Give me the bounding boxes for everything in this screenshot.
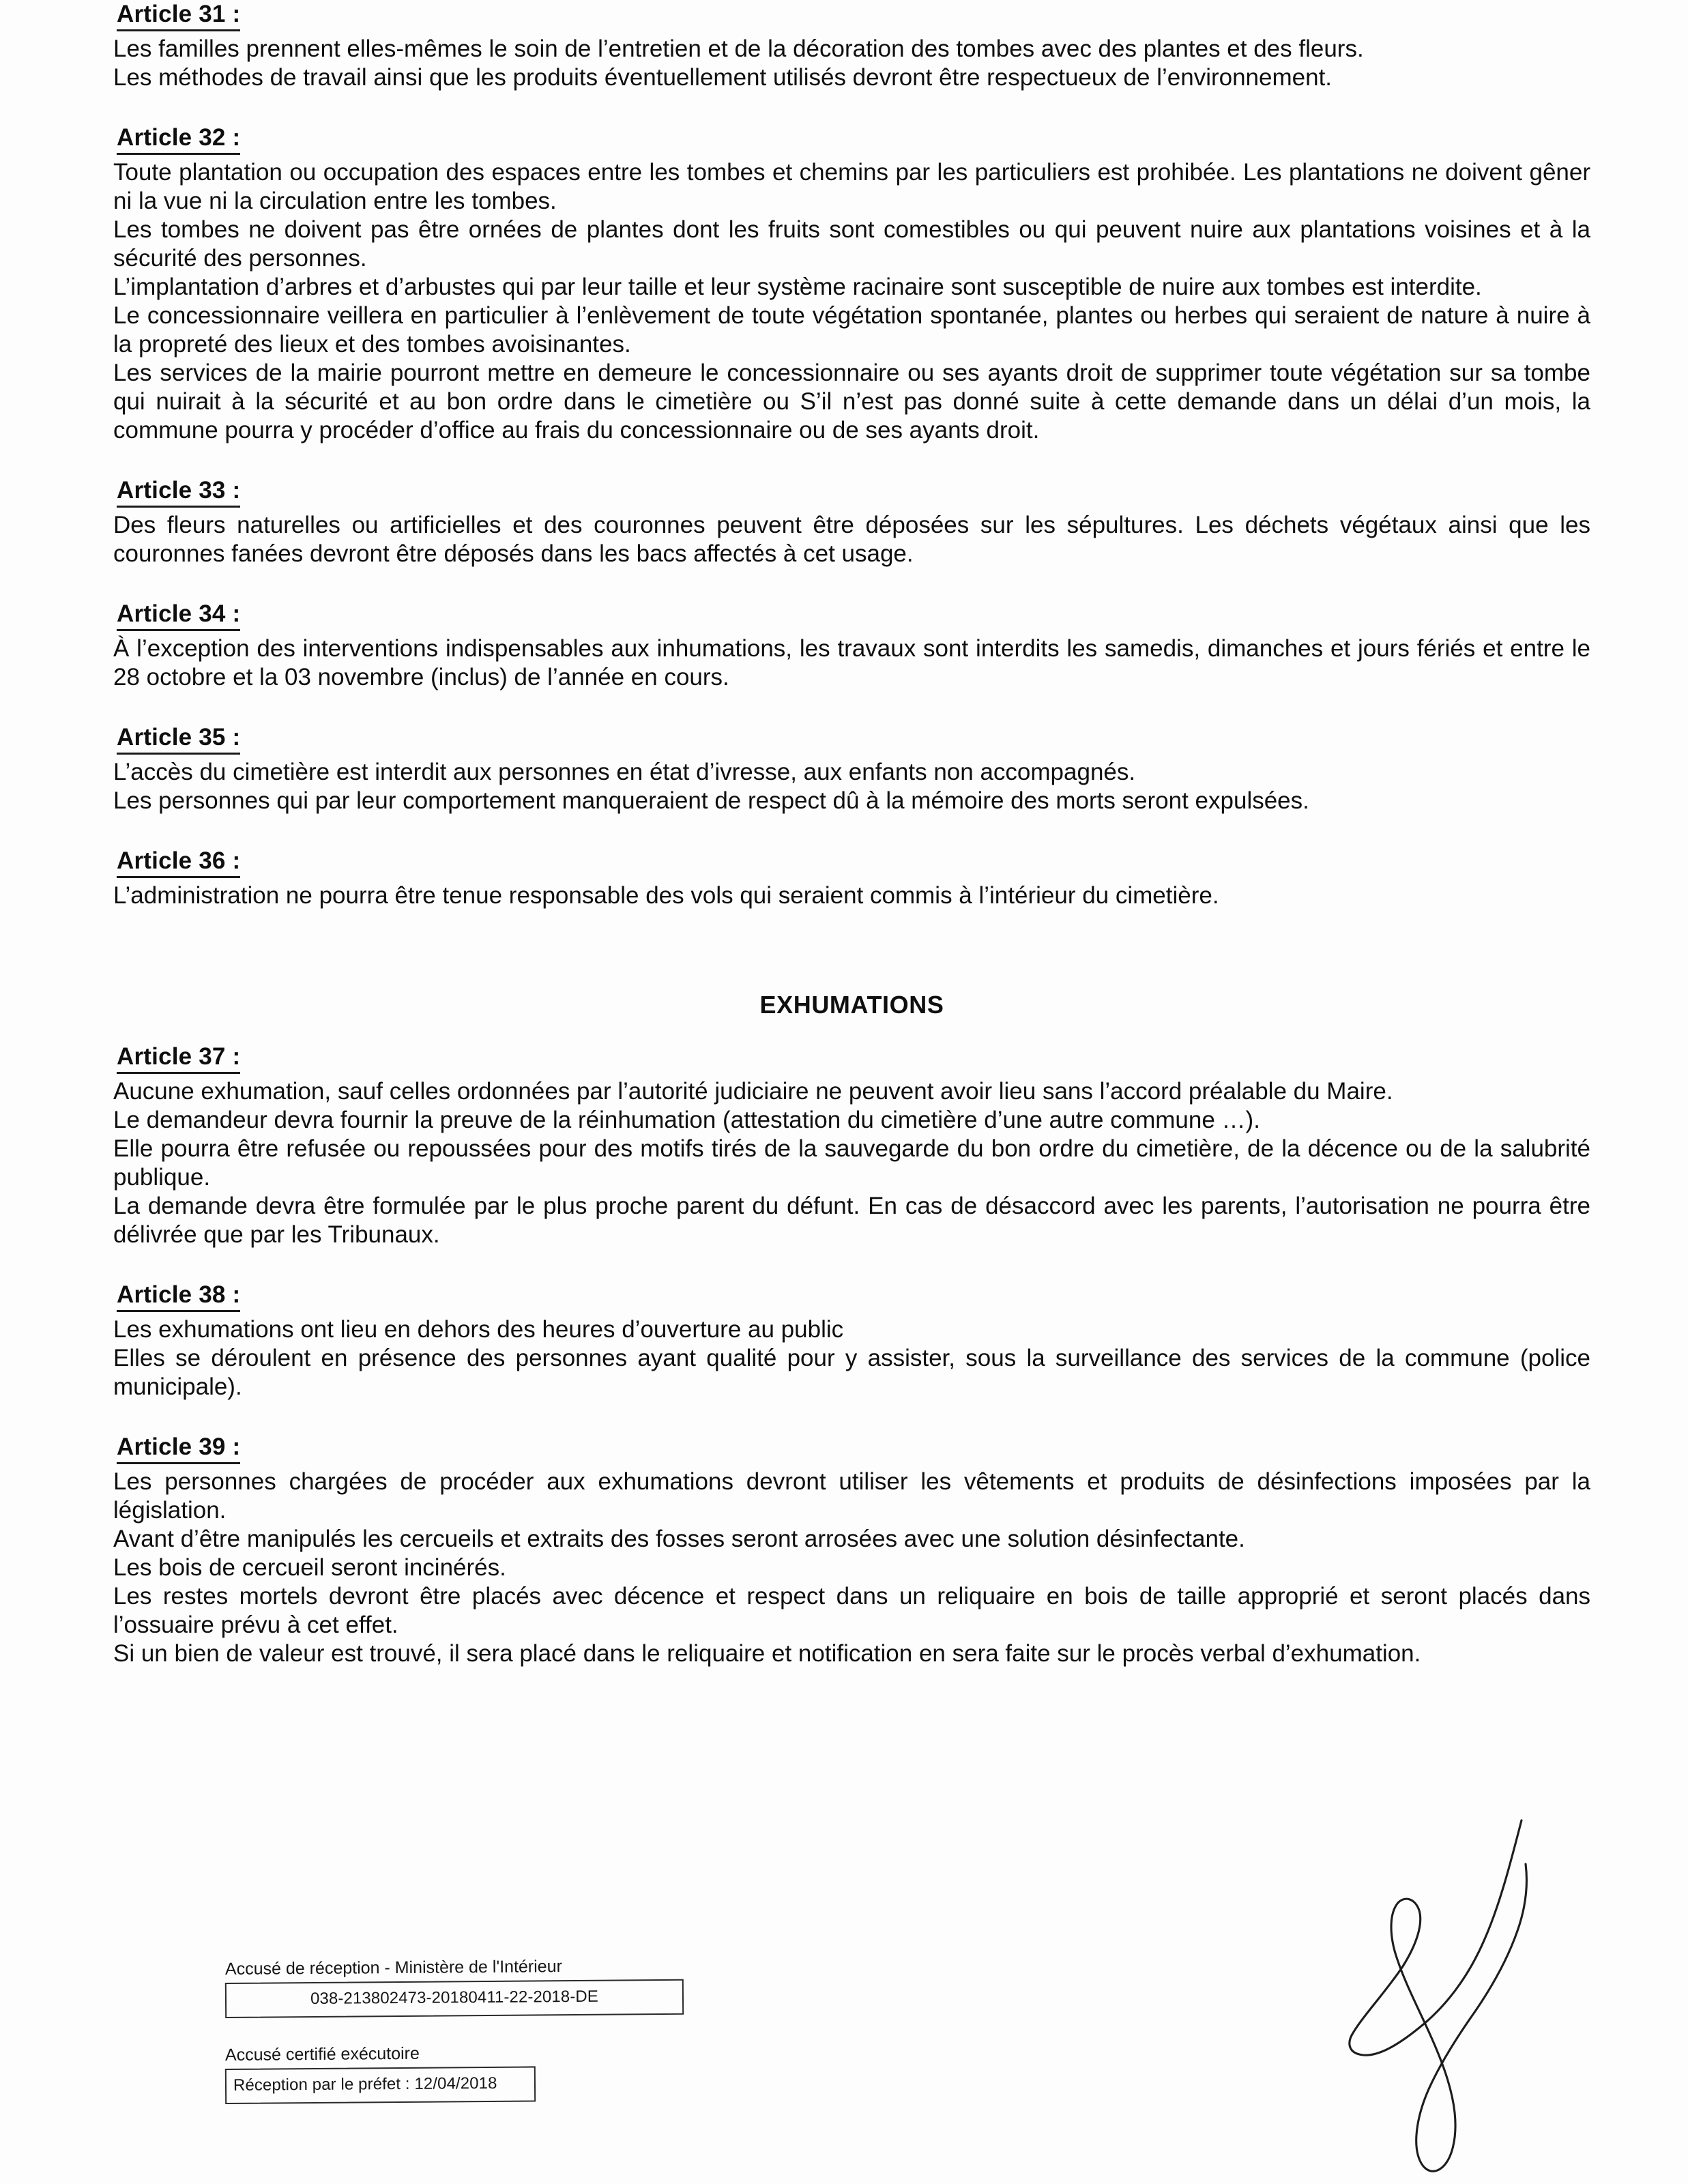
article-block-34 xyxy=(113,600,1590,692)
handwritten-signature xyxy=(1283,1815,1665,2183)
article-33-paragraph-1: Des fleurs naturelles ou artificielles et des couronnes peuvent être déposées sur les sépultures. Les déchets végétaux ainsi que les couronnes fanées devront être déposés dans les bacs affectés à cet usage. xyxy=(113,512,1590,567)
spacer xyxy=(225,2018,703,2045)
acknowledgement-reference-value: 038-213802473-20180411-22-2018-DE xyxy=(310,1987,598,2009)
article-32-paragraph-1: Toute plantation ou occupation des espaces entre les tombes et chemins par les particuliers est prohibée. Les plantations ne doivent gêner ni la vue ni la circulation entre les tombes. xyxy=(113,159,1590,214)
article-heading-38: Article 38 : xyxy=(117,1281,240,1312)
article-37-paragraph-3: Elle pourra être refusée ou repoussées pour des motifs tirés de la sauvegarde du bon ordre du cimetière, de la décence ou de la salubrité publique. xyxy=(113,1135,1590,1191)
article-38-paragraph-1: Les exhumations ont lieu en dehors des heures d’ouverture au public xyxy=(113,1316,844,1343)
article-32-paragraph-4: Le concessionnaire veillera en particulier à l’enlèvement de toute végétation spontanée, plantes ou herbes qui seraient de nature à nuire à la propreté des lieux et des tombes avoisinantes. xyxy=(113,302,1590,358)
article-heading-31: Article 31 : xyxy=(117,0,240,31)
article-heading-37: Article 37 : xyxy=(117,1043,240,1074)
article-36-paragraph-1: L’administration ne pourra être tenue responsable des vols qui seraient commis à l’intérieur du cimetière. xyxy=(113,882,1219,909)
article-block-31 xyxy=(113,0,1590,92)
article-block-33 xyxy=(113,476,1590,568)
executory-stamp-label: Accusé certifié exécutoire xyxy=(224,2043,420,2065)
article-39-paragraph-5: Si un bien de valeur est trouvé, il sera placé dans le reliquaire et notification en sera faite sur le procès verbal d’exhumation. xyxy=(113,1640,1421,1667)
executory-stamp xyxy=(225,2045,703,2104)
signature-icon xyxy=(1283,1815,1665,2183)
article-39-paragraph-1: Les personnes chargées de procéder aux exhumations devront utiliser les vêtements et produits de désinfections imposées par la législation. xyxy=(113,1468,1590,1524)
article-32-paragraph-3: L’implantation d’arbres et d’arbustes qui par leur taille et leur système racinaire sont susceptible de nuire aux tombes est interdite. xyxy=(113,274,1482,300)
acknowledgement-stamp-label: Accusé de réception - Ministère de l'Intérieur xyxy=(224,1957,562,1979)
article-32-paragraph-5: Les services de la mairie pourront mettre en demeure le concessionnaire ou ses ayants droit de supprimer toute végétation sur sa tombe qui nuirait à la sécurité et au bon ordre dans le cimetière ou S’il n’est pas donné suite à cette demande dans un délai d’un mois, la commune pourra y procéder d’office au frais du concessionnaire ou de ses ayants droit. xyxy=(113,360,1590,443)
document-body xyxy=(113,0,1590,1668)
acknowledgement-stamp xyxy=(224,1957,703,2018)
article-31-paragraph-2: Les méthodes de travail ainsi que les produits éventuellement utilisés devront être respectueux de l’environnement. xyxy=(113,64,1333,91)
article-34-paragraph-1: À l’exception des interventions indispensables aux inhumations, les travaux sont interdits les samedis, dimanches et jours fériés et entre le 28 octobre et la 03 novembre (inclus) de l’année en cours. xyxy=(113,635,1590,690)
article-block-39 xyxy=(113,1433,1590,1668)
article-block-37 xyxy=(113,1043,1590,1249)
spacer xyxy=(113,445,1590,476)
article-block-32 xyxy=(113,123,1590,445)
spacer xyxy=(113,910,1590,991)
article-block-38 xyxy=(113,1281,1590,1401)
article-37-paragraph-4: La demande devra être formulée par le plus proche parent du défunt. En cas de désaccord avec les parents, l’autorisation ne pourra être délivrée que par les Tribunaux. xyxy=(113,1193,1590,1248)
spacer xyxy=(113,1401,1590,1433)
article-block-36 xyxy=(113,847,1590,910)
spacer xyxy=(113,568,1590,600)
article-heading-33: Article 33 : xyxy=(117,476,240,508)
article-37-paragraph-2: Le demandeur devra fournir la preuve de la réinhumation (attestation du cimetière d’une autre commune …). xyxy=(113,1107,1260,1133)
article-heading-39: Article 39 : xyxy=(117,1433,240,1464)
article-heading-36: Article 36 : xyxy=(117,847,240,878)
spacer xyxy=(113,692,1590,723)
article-32-paragraph-2: Les tombes ne doivent pas être ornées de plantes dont les fruits sont comestibles ou qui peuvent nuire aux plantations voisines et à la sécurité des personnes. xyxy=(113,216,1590,272)
article-heading-35: Article 35 : xyxy=(117,723,240,755)
spacer xyxy=(113,1249,1590,1281)
article-39-paragraph-4: Les restes mortels devront être placés avec décence et respect dans un reliquaire en bois de taille approprié et seront placés dans l’ossuaire prévu à cet effet. xyxy=(113,1583,1590,1638)
article-heading-32: Article 32 : xyxy=(117,123,240,155)
article-37-paragraph-1: Aucune exhumation, sauf celles ordonnées par l’autorité judiciaire ne peuvent avoir lieu sans l’accord préalable du Maire. xyxy=(113,1078,1393,1105)
spacer xyxy=(113,1019,1590,1043)
article-block-35 xyxy=(113,723,1590,815)
stamp-area xyxy=(224,1957,703,2104)
spacer xyxy=(113,815,1590,847)
article-31-paragraph-1: Les familles prennent elles-mêmes le soin de l’entretien et de la décoration des tombes avec des plantes et des fleurs. xyxy=(113,35,1364,62)
article-39-paragraph-3: Les bois de cercueil seront incinérés. xyxy=(113,1554,506,1581)
spacer xyxy=(113,92,1590,123)
article-heading-34: Article 34 : xyxy=(117,600,240,631)
article-35-paragraph-2: Les personnes qui par leur comportement manqueraient de respect dû à la mémoire des morts seront expulsées. xyxy=(113,787,1309,814)
article-35-paragraph-1: L’accès du cimetière est interdit aux personnes en état d’ivresse, aux enfants non accompagnés. xyxy=(113,759,1136,785)
executory-reception-box xyxy=(225,2066,536,2104)
article-38-paragraph-2: Elles se déroulent en présence des personnes ayant qualité pour y assister, sous la surveillance des services de la commune (police municipale). xyxy=(113,1345,1590,1400)
article-39-paragraph-2: Avant d’être manipulés les cercueils et extraits des fosses seront arrosées avec une solution désinfectante. xyxy=(113,1526,1245,1552)
executory-reception-value: Réception par le préfet : 12/04/2018 xyxy=(233,2073,497,2095)
acknowledgement-reference-box xyxy=(225,1979,684,2018)
section-title-exhumations: EXHUMATIONS xyxy=(759,991,944,1019)
